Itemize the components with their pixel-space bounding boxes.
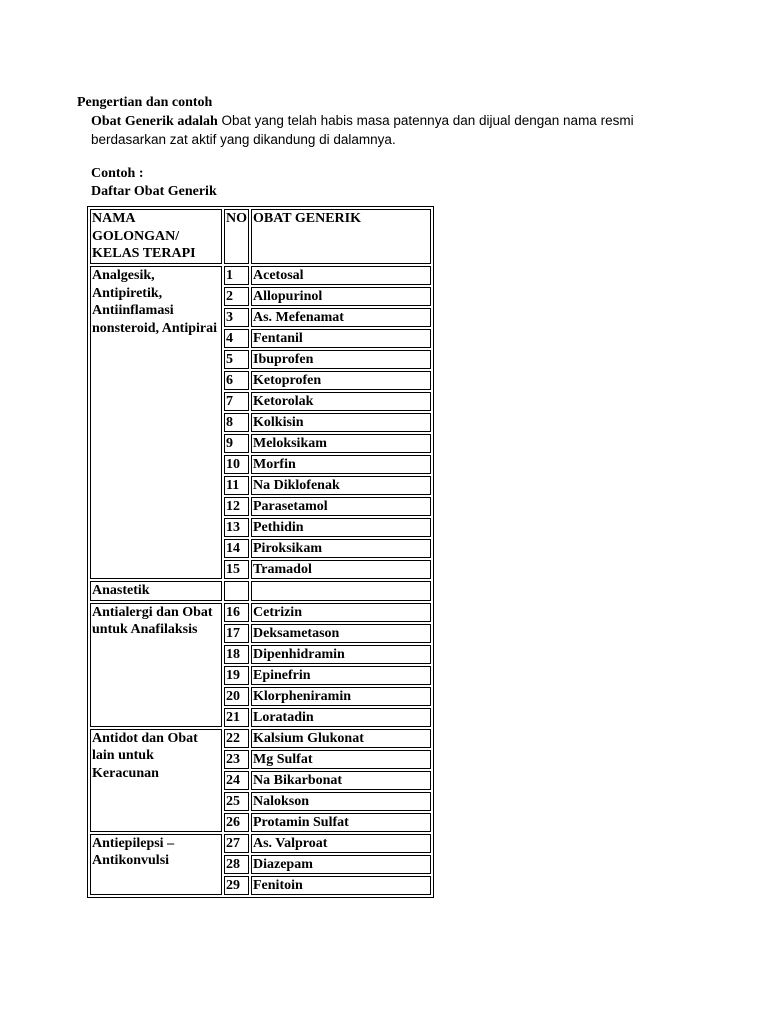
drug-number-cell: 19 xyxy=(224,666,249,685)
drug-name-cell: Acetosal xyxy=(251,266,431,285)
drug-number-cell: 17 xyxy=(224,624,249,643)
drug-name-cell: Ibuprofen xyxy=(251,350,431,369)
drug-name-cell: As. Valproat xyxy=(251,834,431,853)
drug-name-cell: Fentanil xyxy=(251,329,431,348)
drug-number-cell: 1 xyxy=(224,266,249,285)
drug-number-cell: 4 xyxy=(224,329,249,348)
table-header-row xyxy=(90,209,431,264)
section-heading: Pengertian dan contoh xyxy=(77,95,213,110)
drug-number-cell: 3 xyxy=(224,308,249,327)
drug-number-cell: 5 xyxy=(224,350,249,369)
drug-name-cell: Epinefrin xyxy=(251,666,431,685)
drug-number-cell: 10 xyxy=(224,455,249,474)
drug-number-cell: 25 xyxy=(224,792,249,811)
drug-name-cell: Nalokson xyxy=(251,792,431,811)
drug-name-cell: Kolkisin xyxy=(251,413,431,432)
drug-number-cell: 21 xyxy=(224,708,249,727)
drug-name-cell: Kalsium Glukonat xyxy=(251,729,431,748)
drug-name-cell: Allopurinol xyxy=(251,287,431,306)
drug-name-cell: Meloksikam xyxy=(251,434,431,453)
drug-name-cell: Cetrizin xyxy=(251,603,431,622)
drug-number-cell: 27 xyxy=(224,834,249,853)
drug-number-cell: 20 xyxy=(224,687,249,706)
drug-number-cell: 8 xyxy=(224,413,249,432)
drug-number-cell: 29 xyxy=(224,876,249,895)
drug-number-cell: 16 xyxy=(224,603,249,622)
generic-drug-table xyxy=(87,206,434,898)
drug-number-cell: 11 xyxy=(224,476,249,495)
table-row xyxy=(90,603,431,622)
header-obat: OBAT GENERIK xyxy=(251,209,431,264)
drug-name-cell: Loratadin xyxy=(251,708,431,727)
definition-text: Obat yang telah habis masa patennya dan dijual dengan nama resmi berdasarkan zat aktif yang dikandung di dalamnya. xyxy=(91,113,634,147)
example-label: Contoh : xyxy=(91,166,144,181)
definition-paragraph xyxy=(91,112,651,149)
drug-name-cell: Piroksikam xyxy=(251,539,431,558)
drug-name-cell: Ketorolak xyxy=(251,392,431,411)
drug-name-cell: Parasetamol xyxy=(251,497,431,516)
drug-number-cell: 18 xyxy=(224,645,249,664)
drug-number-cell: 22 xyxy=(224,729,249,748)
drug-number-cell: 13 xyxy=(224,518,249,537)
header-kelas: NAMA GOLONGAN/ KELAS TERAPI xyxy=(90,209,222,264)
drug-number-cell: 23 xyxy=(224,750,249,769)
drug-name-cell: Pethidin xyxy=(251,518,431,537)
table-row xyxy=(90,834,431,853)
header-no: NO xyxy=(224,209,249,264)
drug-name-cell: Protamin Sulfat xyxy=(251,813,431,832)
table-body xyxy=(90,266,431,895)
kelas-terapi-cell: Anastetik xyxy=(90,581,222,601)
kelas-terapi-cell: Antialergi dan Obat untuk Anafilaksis xyxy=(90,603,222,727)
kelas-terapi-cell: Analgesik, Antipiretik, Antiinflamasi nonsteroid, Antipirai xyxy=(90,266,222,579)
drug-number-cell: 26 xyxy=(224,813,249,832)
drug-number-cell: 2 xyxy=(224,287,249,306)
drug-name-cell: Tramadol xyxy=(251,560,431,579)
drug-name-cell: As. Mefenamat xyxy=(251,308,431,327)
drug-number-cell xyxy=(224,581,249,601)
drug-name-cell: Morfin xyxy=(251,455,431,474)
drug-name-cell: Deksametason xyxy=(251,624,431,643)
drug-name-cell: Klorpheniramin xyxy=(251,687,431,706)
kelas-terapi-cell: Antiepilepsi – Antikonvulsi xyxy=(90,834,222,895)
drug-name-cell: Ketoprofen xyxy=(251,371,431,390)
table-row xyxy=(90,581,431,601)
drug-number-cell: 7 xyxy=(224,392,249,411)
drug-name-cell: Na Bikarbonat xyxy=(251,771,431,790)
drug-number-cell: 15 xyxy=(224,560,249,579)
drug-name-cell: Diazepam xyxy=(251,855,431,874)
drug-number-cell: 9 xyxy=(224,434,249,453)
drug-number-cell: 24 xyxy=(224,771,249,790)
table-row xyxy=(90,729,431,748)
table-row xyxy=(90,266,431,285)
drug-name-cell: Fenitoin xyxy=(251,876,431,895)
drug-name-cell: Na Diklofenak xyxy=(251,476,431,495)
drug-number-cell: 12 xyxy=(224,497,249,516)
drug-number-cell: 28 xyxy=(224,855,249,874)
definition-term: Obat Generik adalah xyxy=(91,114,218,129)
drug-name-cell xyxy=(251,581,431,601)
drug-name-cell: Dipenhidramin xyxy=(251,645,431,664)
drug-number-cell: 14 xyxy=(224,539,249,558)
drug-name-cell: Mg Sulfat xyxy=(251,750,431,769)
list-title: Daftar Obat Generik xyxy=(91,184,217,199)
kelas-terapi-cell: Antidot dan Obat lain untuk Keracunan xyxy=(90,729,222,832)
drug-number-cell: 6 xyxy=(224,371,249,390)
